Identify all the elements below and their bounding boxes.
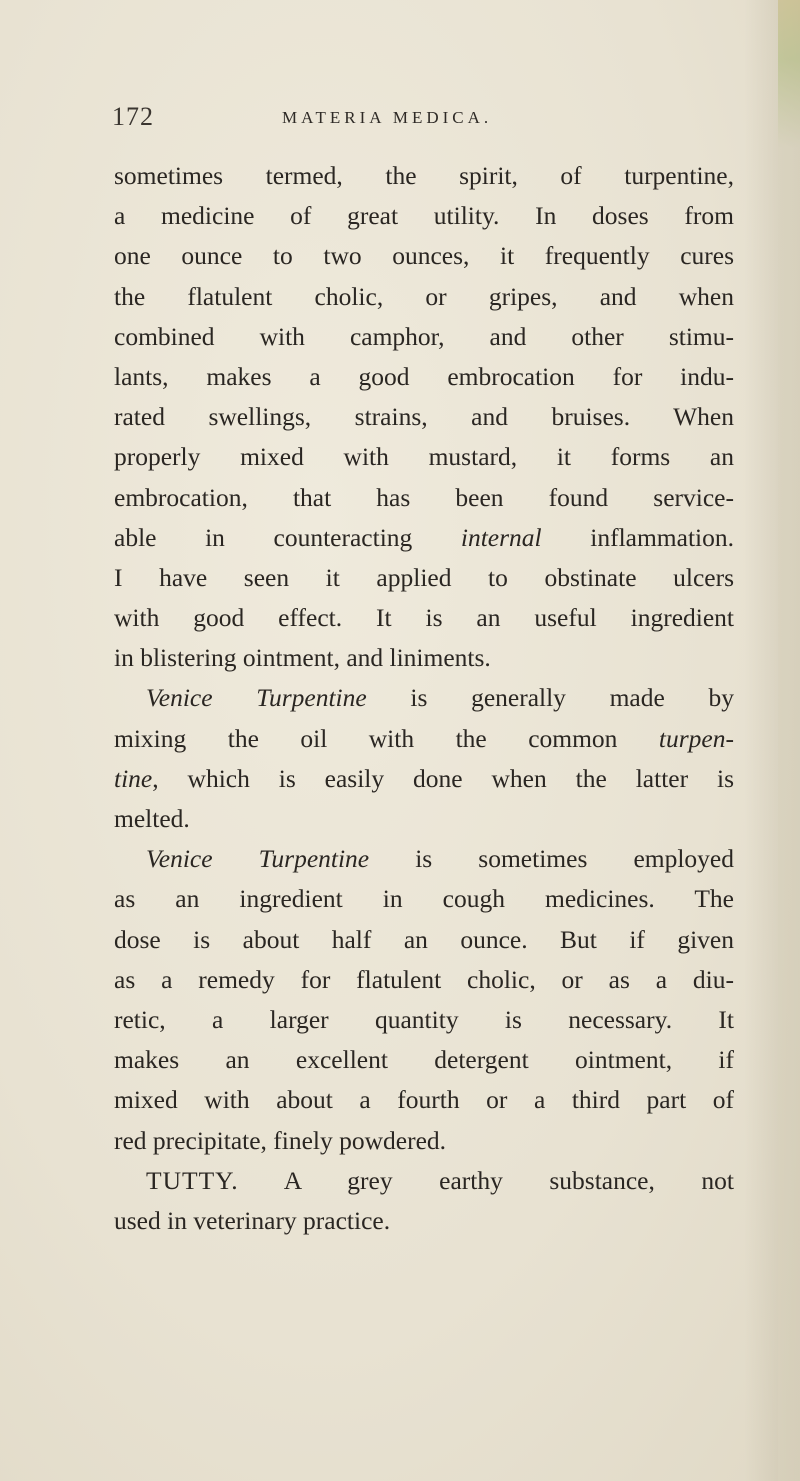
text-segment: sometimes termed, the spirit, of turpentine, [114, 161, 734, 190]
text-line [114, 839, 734, 879]
text-line [114, 1080, 734, 1120]
text-segment: a medicine of great utility. In doses from [114, 201, 734, 231]
text-segment: one ounce to two ounces, it frequently cures [114, 241, 734, 271]
text-segment: red precipitate, finely powdered. [114, 1125, 447, 1155]
text-line [114, 156, 734, 196]
text-line [114, 598, 734, 638]
text-line [114, 638, 734, 678]
text-line [114, 437, 734, 477]
text-segment: able in counteracting [114, 522, 461, 552]
text-line [114, 518, 734, 558]
text-segment: mixing the oil with the common [114, 723, 659, 753]
text-segment: as a remedy for flatulent cholic, or as a diu- [114, 964, 734, 994]
text-segment: I have seen it applied to obstinate ulcers [114, 562, 734, 592]
text-line [114, 1040, 734, 1080]
text-line [114, 719, 734, 759]
text-line [114, 920, 734, 960]
italic-text: Venice Turpentine [146, 844, 370, 874]
text-segment: with good effect. It is an useful ingredient [114, 603, 734, 633]
italic-text: tine [114, 763, 153, 793]
text-segment: TUTTY. [146, 1165, 239, 1195]
text-segment: inflammation. [541, 522, 735, 552]
text-line [114, 759, 734, 799]
text-segment: properly mixed with mustard, it forms an [114, 442, 734, 472]
text-line [114, 1201, 734, 1241]
text-line [114, 799, 734, 839]
text-segment: as an ingredient in cough medicines. The [114, 884, 734, 914]
text-line [114, 317, 734, 357]
text-segment: rated swellings, strains, and bruises. When [114, 402, 734, 432]
text-line [114, 236, 734, 276]
text-line [114, 1121, 734, 1161]
text-line [114, 357, 734, 397]
text-segment: is generally made by [366, 683, 734, 713]
text-segment: , which is easily done when the latter is [152, 763, 734, 793]
text-line [114, 277, 734, 317]
italic-text: internal [460, 522, 542, 552]
text-line [114, 1161, 734, 1201]
page-header [112, 102, 672, 142]
text-segment: lants, makes a good embrocation for indu- [114, 361, 734, 391]
text-line [114, 397, 734, 437]
text-segment: dose is about half an ounce. But if given [114, 924, 734, 954]
text-segment: is sometimes employed [369, 844, 734, 874]
text-segment: makes an excellent detergent ointment, if [114, 1045, 734, 1075]
running-head: MATERIA MEDICA. [282, 108, 493, 127]
italic-text: turpen- [658, 723, 734, 753]
text-segment: mixed with about a fourth or a third part of [114, 1085, 734, 1115]
text-line [114, 478, 734, 518]
text-segment: retic, a larger quantity is necessary. It [114, 1004, 734, 1034]
text-segment: used in veterinary practice. [114, 1205, 391, 1235]
page-number: 172 [112, 102, 154, 131]
text-line [114, 558, 734, 598]
text-segment: the flatulent cholic, or gripes, and when [114, 281, 734, 311]
body-text [114, 156, 734, 1241]
text-segment: A grey earthy substance, not [238, 1165, 734, 1195]
text-line [114, 960, 734, 1000]
text-segment: combined with camphor, and other stimu- [114, 321, 734, 351]
text-line [114, 678, 734, 718]
italic-text: Venice Turpentine [146, 683, 367, 713]
text-line [114, 196, 734, 236]
text-segment: in blistering ointment, and liniments. [114, 643, 491, 673]
text-segment: melted. [114, 804, 190, 833]
text-segment: embrocation, that has been found service- [114, 482, 734, 512]
text-line [114, 1000, 734, 1040]
page-edge-stain [778, 0, 800, 1481]
text-line [114, 879, 734, 919]
